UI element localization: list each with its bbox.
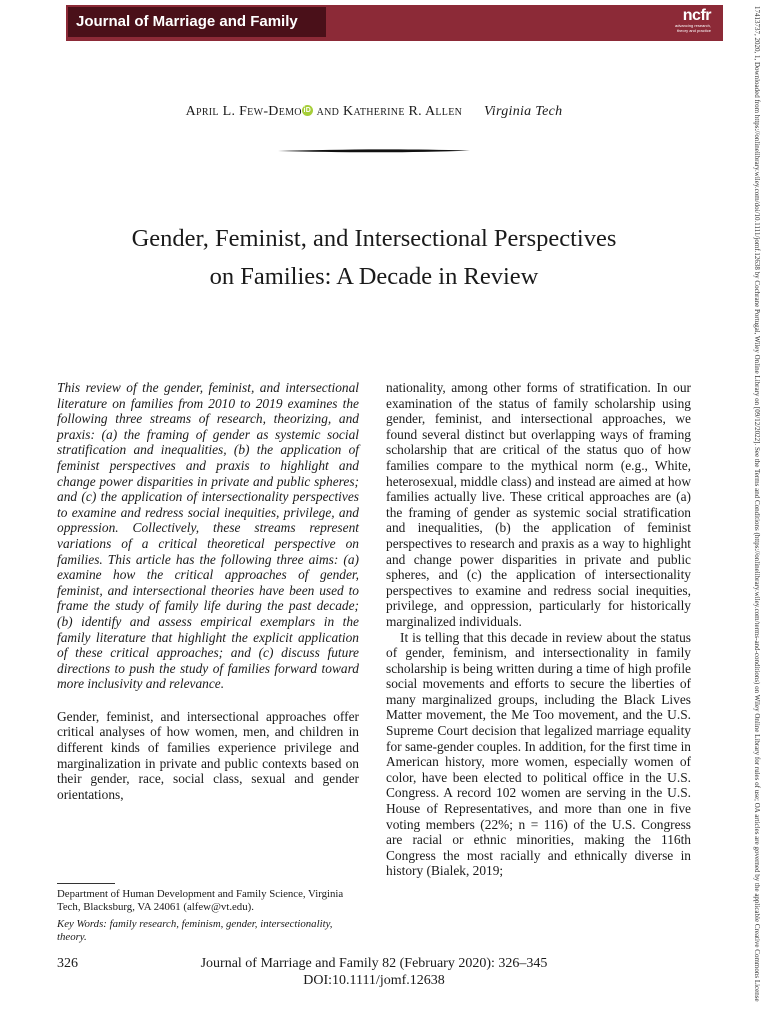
footnote-rule	[57, 883, 115, 884]
page-number: 326	[57, 956, 78, 971]
logo-tagline-2: theory and practice	[676, 27, 711, 33]
ncfr-logo	[659, 8, 711, 38]
footer-citation: Journal of Marriage and Family 82 (February 2020): 326–345	[200, 956, 548, 971]
abstract: This review of the gender, feminist, and intersectional literature on families from 2010 to 2019 examines the following three streams of research, theorizing, and praxis: (a) the framing of gender as systemic social stratification and inequalities, (b) the application of feminist perspectives and praxis to highlight and change power disparities in private and public spheres; and (c) the application of intersectionality perspectives to examine and redress social inequities, privilege, and oppression. Collectively, these streams represent variations of a critical theoretical perspective on families. This article has the following three aims: (a) examine how the critical approaches of gender, feminist, and intersectional theories have been used to frame the study of family life during the past decade; (b) identify and assess empirical exemplars in the family literature that highlight the explicit application of these critical approaches; and (c) discuss future directions to push the study of families forward toward more inclusivity and relevance.	[57, 380, 359, 692]
author-connector: and	[316, 104, 340, 119]
body-paragraph-1: nationality, among other forms of stratification. In our examination of the status of family scholarship using gender, feminist, and intersectional approaches, we found several distinct but overlapping ways of framing scholarship that are critical of the status quo of how families compare to the mythical norm (e.g., White, heterosexual, middle class) and instead are aimed at how families actually live. These critical approaches are (a) the framing of gender as systemic social stratification and inequalities, (b) the application of feminist perspectives to research and praxis as a way to highlight and change power disparities in private and public spheres, and (c) the application of intersectionality perspectives to examine and redress social inequities, privilege, and oppression, particularly for historically marginalized individuals.	[386, 380, 691, 629]
orcid-icon[interactable]: iD	[303, 107, 312, 114]
author-1: April L. Few-Demo	[185, 104, 302, 119]
title-line-1: Gender, Feminist, and Intersectional Perspectives	[131, 225, 617, 252]
intro-paragraph: Gender, feminist, and intersectional approaches offer critical analyses of how women, men, and children in different kinds of families experience privilege and marginalization in private and public contexts based on their gender, race, social class, sexual and gender orientations,	[57, 708, 359, 802]
affiliation: Virginia Tech	[483, 104, 563, 119]
left-column	[57, 380, 359, 802]
journal-name: Journal of Marriage and Family	[68, 7, 326, 37]
right-column	[386, 380, 691, 879]
body-paragraph-2: It is telling that this decade in review about the status of gender, feminism, and intersectionality in family scholarship is being written during a time of high profile social movements and efforts to secure the liberties of many marginalized groups, including the Black Lives Matter movement, the Me Too movement, and the U.S. Supreme Court decision that legalized marriage equality for same-gender couples. In addition, for the first time in American history, more women, especially women of color, have been elected to political office in the U.S. Congress. A record 102 women are serving in the U.S. House of Representatives, and more than one in five voting members (22%; n = 116) of the U.S. Congress are racial or ethnic minorities, making the 116th Congress the most racially and ethnically diverse in history (Bialek, 2019;	[386, 629, 691, 879]
download-notice: 17413737, 2020, 1, Downloaded from https://onlinelibrary.wiley.com/doi/10.1111/jomf.12638 by Cochrane Portugal, Wiley Online Library on [09/12/2022]. See the Terms and Conditions (https://onlinelibrary.wiley.com/terms-and-conditions) on Wiley Online Library for rules of use; OA articles are governed by the applicable Creative Commons License	[753, 6, 761, 1002]
author-line	[0, 104, 748, 120]
ornament-divider	[278, 146, 470, 156]
author-footnote: Department of Human Development and Family Science, Virginia Tech, Blacksburg, VA 24061 (alfew@vt.edu).	[57, 888, 344, 913]
logo-tagline-1: advancing research,	[674, 23, 711, 28]
footer-doi[interactable]: DOI:10.1111/jomf.12638	[303, 973, 445, 988]
author-2: Katherine R. Allen	[343, 104, 463, 119]
logo-wordmark: ncfr	[682, 7, 711, 24]
article-title	[40, 220, 708, 296]
title-line-2: on Families: A Decade in Review	[209, 263, 539, 290]
keywords: Key Words: family research, feminism, gender, intersectionality, theory.	[57, 918, 333, 943]
journal-header-band	[66, 5, 723, 41]
